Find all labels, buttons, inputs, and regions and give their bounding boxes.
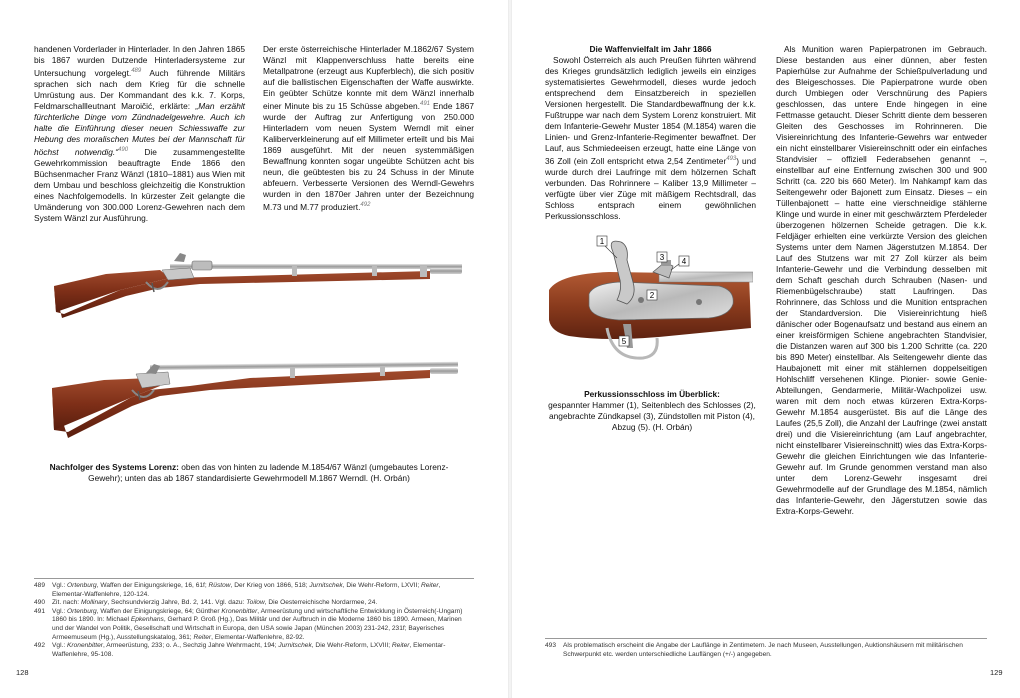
footnote-number: 492 — [34, 642, 46, 650]
book-gutter — [508, 0, 512, 698]
footnote — [34, 599, 474, 608]
section-heading: Die Waffenvielfalt im Jahr 1866 — [589, 44, 712, 54]
percussion-lock-image — [549, 232, 753, 372]
footnote-ref[interactable]: 492 — [360, 201, 371, 208]
footnote-number: 493 — [545, 642, 557, 649]
page-number: 129 — [990, 668, 1003, 677]
footnote-text: Vgl.: Ortenburg, Waffen der Einigungskriege, 64; Günther Kronenbitter, Armeerüstung und wirtschaftliche Entwicklung in Österreich(-Ungarn) 1860 bis 1890. In: Michael Epkenhans, Gerhard P. Groß (Hg.), Das Militär und der Aufbruch in die Moderne 1860 bis 1890. Armeen, Marinen und der Wandel von Politik, Gesellschaft und Wirtschaft in Europa, den USA sowie Japan (München 2003) 231-242, 231f; Bayerisches Armeemuseum (Hg.), Ausstellungskatalog, 361; Reiter, Elementar-Waffenlehre, 82-92. — [52, 607, 463, 641]
left-page — [0, 0, 508, 698]
footnote-text: Vgl.: Kronenbitter, Armeerüstung, 233; o. A., Sechzig Jahre Wehrmacht, 194; Jurnitschek, Die Wehr-Reform, LXVIII; Reiter, Elementar-Waffenlehre, 95-108. — [52, 642, 446, 658]
footnote-text: Als problematisch erscheint die Angabe der Lauflänge in Zentimetern. Je nach Museen, Ausstellungen, Auktionshäusern mit militärischen Schwerpunkt etc. werden unterschiedliche Lauflängen (+/-) angegeben. — [563, 642, 963, 658]
footnote-number: 489 — [34, 582, 46, 589]
page-number: 128 — [16, 668, 29, 677]
rifle-image-wanzl — [50, 248, 470, 318]
footnote-rule — [545, 638, 987, 639]
footnote — [34, 608, 474, 642]
lock-label-2: 2 — [649, 291, 655, 300]
paragraph: Sowohl Österreich als auch Preußen führten während des Krieges grundsätzlich lediglich jeweils ein einziges systematisiertes Gewehrmodell, dieses wurde jedoch entsprechend dem Einsatzbereich in speziellen Versionen hergestellt. Die Standardbewaffnung der k.k. Fußtruppe war nach dem System Lorenz konstruiert. Mit dem Infanterie-Gewehr Muster 1854 (M.1854) waren die Linien- und Grenz-Infanterie-Regimenter bewaffnet. Der Lauf, aus Schmiedeeisen erzeugt, hatte eine Länge von 36 Zoll (ein Zoll entspricht etwa 2,54 Zentimeter$^{493}$) und wurde durch drei Laufringe mit dem hölzernen Schaft verbunden. Das Rohrinnere – Kaliber 13,9 Millimeter – verfügte über vier Züge mit mäßigem Rechtsdrall, das Schloss entsprach einem gewöhnlichen Perkussionsschloss. — [545, 55, 756, 221]
footnote-ref[interactable]: 490 — [118, 146, 129, 153]
paragraph: handenen Vorderlader in Hinterlader. In den Jahren 1865 bis 1867 wurden Dutzende Hinterladersysteme zur Untersuchung vorgelegt.$^{489}$ Auch führende Militärs sprachen sich nach dem Krieg für die schnelle Umrüstung aus. Der Kommandant des k.k. 7. Korps, Feldmarschallleutnant Maroičić, erklärte: „Man erzählt fürchterliche Dinge vom Zündnadelgewehre. Auch ich halte die Einführung dieser neuen Schiesswaffe zur Hebung des moralischen Mutes bei der Mannschaft für höchst notwendig.“$^{490}$ Die zusammengestellte Gewehrkommission beauftragte Ende 1866 den Büchsenmacher Franz Wänzl (1810–1881) aus Wien mit dem Umbau und beschloss gleichzeitig die Konstruktion eines Nachfolgemodells. In kürzester Zeit gelangte die Umänderung von 300.000 Lorenz-Gewehren nach dem System Wänzl zur Ausführung. — [34, 44, 246, 223]
figure-caption: Perkussionsschloss im Überblick: gespannter Hammer (1), Seitenblech des Schlosses (2), angebrachte Zündkapsel (3), Zündstollen mit Piston (4), Abzug (5). (H. Orbán) — [548, 389, 756, 432]
lock-label-1: 1 — [599, 237, 605, 246]
footnote-number: 490 — [34, 599, 46, 607]
quotation: „Man erzählt fürchterliche Dinge vom Zündnadelgewehre. Auch ich halte die Einführung dieser neuen Schiesswaffe zur Hebung des moralischen Mutes bei der Mannschaft für höchst notwendig.“ — [34, 100, 246, 157]
paragraph: Der erste österreichische Hinterlader M.1862/67 System Wänzl mit Klappenverschluss hatte bereits eine Metallpatrone (erzeugt aus Kupferblech), die sich positiv auf die ballistischen Eigenschaften der Waffe auswirkte. Ein geübter Schütze konnte mit dem Wänzl innerhalb einer Minute bis zu 15 Schüsse abgeben.$^{491}$ Ende 1867 wurde der Auftrag zur Anfertigung von 250.000 Hinterladern vom neuen System Werndl mit einer Kaliberverkleinerung auf elf Millimeter erteilt und bis Mai 1869 ausgeführt. Mit der neuen systemmäßigen Bewaffnung konnten sogar ungeübte Schützen acht bis neun, die geübtesten bis zu 24 Schuss in der Minute abfeuern. Verbesserte Versionen des Werndl-Gewehrs wurden in den 1870er Jahren unter der Bezeichnung M.73 und M.77 produziert.$^{492}$ — [263, 44, 474, 212]
figure-caption: Nachfolger des Systems Lorenz: oben das von hinten zu ladende M.1854/67 Wänzl (umgebautes Lorenz-Gewehr); unten das ab 1867 standardisierte Gewehrmodell M.1867 Werndl. (H. Orbán) — [49, 462, 449, 483]
lock-label-3: 3 — [659, 253, 665, 262]
footnote — [34, 582, 474, 599]
footnote-ref[interactable]: 493 — [726, 156, 737, 162]
left-column-1 — [34, 44, 245, 224]
paragraph: Als Munition waren Papierpatronen im Gebrauch. Diese bestanden aus einer dünnen, aber festen Papierhülse zur Aufnahme der Schießpulverladung und des Bleigeschosses. Die Papierpatrone wurde oben durch Umbiegen oder Verschnürung des Papiers geschlossen, das untere Ende hingegen in eine Fettmasse getaucht. Dieser Schritt diente dem besseren Gleiten des Geschosses im Rohrinneren. Die Visiereinrichtung des Infanterie-Gewehrs war entweder ein nicht einstellbarer Visiereinschnitt oder ein einfaches Standvisier – offiziell Federabsehen genannt –, einstellbar auf eine Entfernung zwischen 300 und 900 Schritt (ca. 220 bis 660 Meter). Im Nahkampf kam das Seitengewehr oder Bajonett zum Einsatz. Dieses – ein Tüllenbajonett – hatte eine vierschneidige stählerne Klinge und wurde in einer mit geschwärztem Pferdeleder überzogenen hölzernen Scheide getragen. Die k.k. Feldjäger erhielten eine verkürzte Version des gleichen Systems unter dem Namen Jägerstutzen M.1854. Der Lauf des Stutzens war mit 27 Zoll kürzer als beim Infanterie-Gewehr und die Verbindung desselben mit dem Schaft geschah durch Schrauben (Nasen- und Riemenbügelschraube) statt Laufringen. Das Rohrinnere, das Schloss und die Munition entsprachen der Standardversion. Die Visiereinrichtung hieß dänischer oder Bogenaufsatz und bestand aus einem an einer kreisförmigen Schiene angebrachten Standvisier, die Distanzen waren auf 300 bis 1.200 Schritte (ca. 220 bis 890 Meter) einstellbar. Als Seitengewehr diente das Haubajonett mit einer mit stählernen doppelseitigen Hohlschliff versehenen Klinge. Pionier- sowie Genie-Abteilungen, Gendarmerie, Militär-Wachpolizei usw. waren mit dem noch etwas kürzeren Extra-Korps-Gewehr M.1854 ausgerüstet. Bis auf die Länge des Laufes (25,5 Zoll), die Anzahl der Laufringe (zwei anstatt drei) und die Visiereinrichtung (am Lauf angebrachter, nicht einstellbarer Visiereinschnitt) wies das Extra-Korps-Gewehr die gleichen Einrichtungen wie das Infanterie-Gewehr auf. Im Grunde genommen verstand man also unter dem Lorenz-Gewehr insgesamt drei Gewehrmodelle auf der Grundlage des M.1854, nämlich das Infanterie-Gewehr, den Jägerstutzen sowie das Extra-Korps-Gewehr. — [776, 44, 987, 516]
footnote-ref[interactable]: 491 — [419, 101, 430, 107]
footnotes-left — [34, 582, 474, 659]
footnote-rule — [34, 578, 474, 579]
lock-label-4: 4 — [681, 257, 687, 266]
footnote-text: Vgl.: Ortenburg, Waffen der Einigungskriege, 16, 61f; Rüstow, Der Krieg von 1866, 518; Jurnitschek, Die Wehr-Reform, LXVII; Reiter, Elementar-Waffenlehre, 120-124. — [52, 582, 441, 598]
rifle-image-werndl — [50, 360, 470, 440]
right-column-2 — [776, 44, 987, 517]
left-column-2 — [263, 44, 474, 213]
footnote-number: 491 — [34, 607, 46, 615]
lock-label-5: 5 — [621, 337, 627, 346]
footnote-ref[interactable]: 489 — [131, 68, 142, 74]
footnote — [34, 642, 474, 659]
footnote-text: Zit. nach: Mollinary, Sechsundvierzig Jahre, Bd. 2, 141. Vgl. dazu: Toilow, Die Oesterreichische Nordarmee, 24. — [52, 599, 378, 607]
right-column-1 — [545, 44, 756, 222]
footnote — [545, 642, 987, 659]
footnotes-right — [545, 642, 987, 659]
